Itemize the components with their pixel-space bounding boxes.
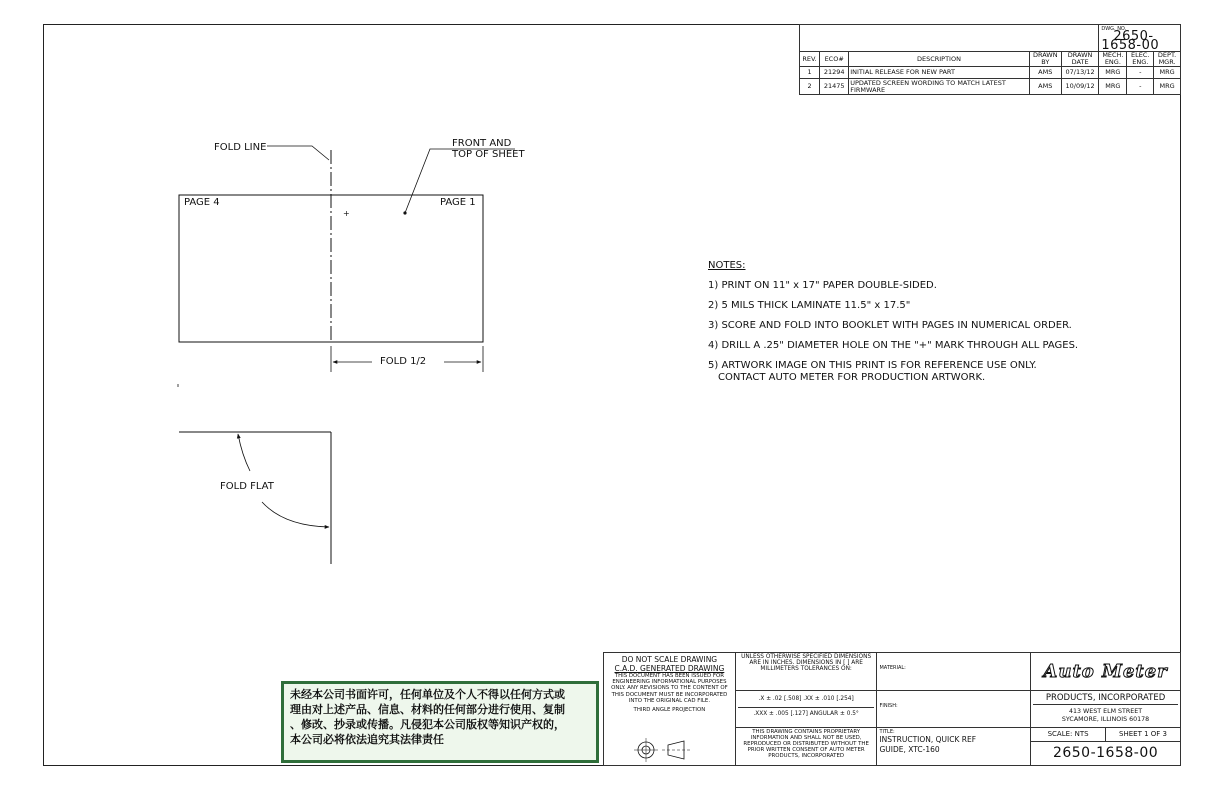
title-line-2: GUIDE, XTC-160 [879, 744, 940, 754]
note-item: 3) SCORE AND FOLD INTO BOOKLET WITH PAGES IN NUMERICAL ORDER. [708, 320, 1072, 331]
fold-flat-arc-bottom [262, 502, 329, 527]
title-cell [877, 727, 1031, 765]
note-item: 5) ARTWORK IMAGE ON THIS PRINT IS FOR REFERENCE USE ONLY. [708, 360, 1037, 371]
drawn-date-header: DRAWN DATE [1061, 52, 1098, 67]
eco-header: ECO# [820, 52, 849, 67]
notice-line: 理由对上述产品、信息、材料的任何部分进行使用、复制 [290, 703, 565, 716]
address-line-2: SYCAMORE, ILLINOIS 60178 [1061, 716, 1150, 724]
company-cell [1031, 691, 1181, 727]
note-item: 2) 5 MILS THICK LAMINATE 11.5" x 17.5" [708, 300, 911, 311]
front-top-label [452, 138, 525, 160]
note-item: 1) PRINT ON 11" x 17" PAPER DOUBLE-SIDED. [708, 280, 937, 291]
dept-mgr-cell: MRG [1154, 67, 1181, 79]
rev-cell: 2 [800, 79, 820, 95]
material-cell [877, 653, 1031, 691]
elec-eng-cell: - [1127, 79, 1154, 95]
drawn-date-cell: 07/13/12 [1061, 67, 1098, 79]
elec-eng-cell: - [1127, 67, 1154, 79]
notice-line: 未经本公司书面许可，任何单位及个人不得以任何方式或 [290, 688, 565, 701]
material-label: MATERIAL: [879, 665, 906, 671]
notes-heading: NOTES: [708, 260, 746, 271]
tolerance-line-1: .X ± .02 [.508] .XX ± .010 [.254] [738, 692, 875, 707]
proprietary-text: THIS DRAWING CONTAINS PROPRIETARY INFORMATION AND SHALL NOT BE USED, REPRODUCED OR DISTRIBUTED WITHOUT THE PRIOR WRITTEN CONSENT OF AUTO METER PRODUCTS, INCORPORATED [743, 728, 869, 760]
dwg-number: 2650-1658-00 [1101, 29, 1160, 53]
description-header: DESCRIPTION [849, 52, 1029, 67]
drawn-date-cell: 10/09/12 [1061, 79, 1098, 95]
sheet-number: SHEET 1 OF 3 [1119, 729, 1167, 738]
fold-line-leader [267, 146, 329, 160]
mech-eng-cell: MRG [1099, 79, 1127, 95]
fold-line-label: FOLD LINE [214, 142, 267, 153]
units-cell [735, 653, 877, 691]
sheet-info-cell [1031, 727, 1181, 765]
mech-eng-cell: MRG [1099, 67, 1127, 79]
rev-header: REV. [800, 52, 820, 67]
eco-cell: 21294 [820, 67, 849, 79]
page-1-label: PAGE 1 [440, 197, 476, 208]
notes-block [708, 256, 1078, 384]
front-top-line-2: TOP OF SHEET [452, 149, 525, 160]
dwg-no-label: DWG. NO. [1101, 26, 1127, 32]
note-item: CONTACT AUTO METER FOR PRODUCTION ARTWORK. [718, 372, 986, 383]
front-top-line-1: FRONT AND [452, 138, 512, 149]
title-block [603, 652, 1181, 766]
logo-cell [1031, 653, 1181, 691]
fold-flat-arc-top [238, 434, 250, 471]
notice-line: 、修改、抄录或传播。凡侵犯本公司版权等知识产权的， [290, 718, 565, 731]
leader-dot [403, 211, 406, 214]
no-scale-text: DO NOT SCALE DRAWING [621, 655, 718, 664]
projection-label: THIRD ANGLE PROJECTION [633, 707, 706, 714]
fold-flat-label: FOLD FLAT [220, 481, 274, 492]
proprietary-cell [735, 727, 877, 765]
company-name: PRODUCTS, INCORPORATED [1033, 692, 1178, 705]
tolerance-cell [735, 691, 877, 727]
finish-cell [877, 691, 1031, 727]
note-item: 4) DRILL A .25" DIAMETER HOLE ON THE "+" MARK THROUGH ALL PAGES. [708, 340, 1079, 351]
copyright-notice-cn [281, 681, 599, 763]
tolerance-line-2: .XXX ± .005 [.127] ANGULAR ± 0.5° [753, 710, 859, 717]
drawn-by-cell: AMS [1029, 67, 1061, 79]
description-cell: UPDATED SCREEN WORDING TO MATCH LATEST FIRMWARE [849, 79, 1029, 95]
drill-plus-mark: + [343, 209, 350, 218]
issued-text: THIS DOCUMENT HAS BEEN ISSUED FOR ENGINEERING INFORMATIONAL PURPOSES ONLY. ANY REVISIONS TO THE CONTENT OF THIS DOCUMENT MUST BE INCORPORATED INTO THE ORIGINAL CAD FILE. [611, 673, 728, 704]
title-line-1: INSTRUCTION, QUICK REF [879, 734, 977, 744]
elec-eng-header: ELEC. ENG. [1127, 52, 1154, 67]
rev-cell: 1 [800, 67, 820, 79]
description-cell: INITIAL RELEASE FOR NEW PART [849, 67, 1029, 79]
finish-label: FINISH: [879, 703, 898, 710]
units-text: UNLESS OTHERWISE SPECIFIED DIMENSIONS ARE IN INCHES. DIMENSIONS IN [ ] ARE MILLIMETERS TOLERANCES ON: [741, 654, 872, 673]
drawing-policy-cell [604, 653, 736, 766]
page-4-label: PAGE 4 [184, 197, 220, 208]
auto-meter-logo: Auto Meter [1043, 661, 1168, 683]
fold-half-label: FOLD 1/2 [380, 356, 427, 367]
notice-line: 本公司必将依法追究其法律责任 [290, 733, 444, 746]
cad-text: C.A.D. GENERATED DRAWING [614, 664, 725, 673]
drawn-by-header: DRAWN BY [1029, 52, 1061, 67]
mech-eng-header: MECH. ENG. [1099, 52, 1127, 67]
drawn-by-cell: AMS [1029, 79, 1061, 95]
dept-mgr-header: DEPT. MGR. [1154, 52, 1181, 67]
scale-text: SCALE: NTS [1031, 728, 1106, 741]
address-line-1: 413 WEST ELM STREET [1069, 708, 1143, 716]
title-label: TITLE: [879, 728, 895, 735]
eco-cell: 21475 [820, 79, 849, 95]
title-dwg-number: 2650-1658-00 [1052, 744, 1159, 761]
dept-mgr-cell: MRG [1154, 79, 1181, 95]
